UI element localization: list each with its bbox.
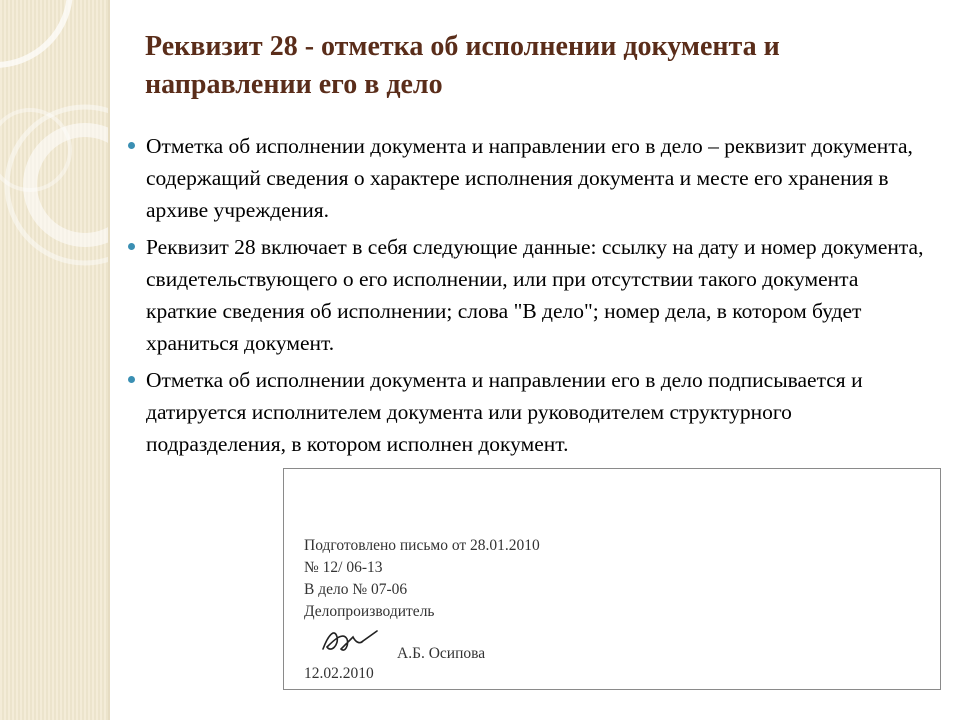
example-line: В дело № 07-06	[304, 581, 408, 598]
bullet-text: Отметка об исполнении документа и направлении его в дело подписывается и датируется исполнителем документа или руководителем структурного подразделения, в котором исполнен документ.	[146, 368, 863, 456]
example-line: Подготовлено письмо от 28.01.2010	[304, 537, 540, 554]
decorative-sidebar	[0, 0, 110, 720]
example-line: № 12/ 06-13	[304, 559, 383, 576]
example-line: Делопроизводитель	[304, 603, 435, 620]
bullet-list	[126, 130, 926, 465]
bullet-dot-icon	[128, 243, 135, 250]
slide-title: Реквизит 28 - отметка об исполнении документа и направлении его в дело	[145, 31, 780, 100]
bullet-item	[126, 231, 926, 359]
decorative-rings-icon	[0, 0, 110, 720]
example-document-image	[283, 468, 941, 690]
bullet-dot-icon	[128, 142, 135, 149]
bullet-item	[126, 130, 926, 226]
signature-date: 12.02.2010	[304, 665, 374, 682]
example-text-block	[304, 535, 540, 623]
signature-icon	[319, 623, 379, 659]
signer-name: А.Б. Осипова	[397, 645, 486, 662]
bullet-dot-icon	[128, 376, 135, 383]
sidebar-edge	[108, 0, 110, 720]
bullet-text: Реквизит 28 включает в себя следующие данные: ссылку на дату и номер документа, свидетельствующего о его исполнении, или при отсутствии такого документа краткие сведения об исполнении; слова "В дело"; номер дела, в котором будет храниться документ.	[146, 235, 924, 355]
bullet-item	[126, 364, 926, 460]
bullet-text: Отметка об исполнении документа и направлении его в дело – реквизит документа, содержащий сведения о характере исполнения документа и месте его хранения в архиве учреждения.	[146, 134, 913, 222]
